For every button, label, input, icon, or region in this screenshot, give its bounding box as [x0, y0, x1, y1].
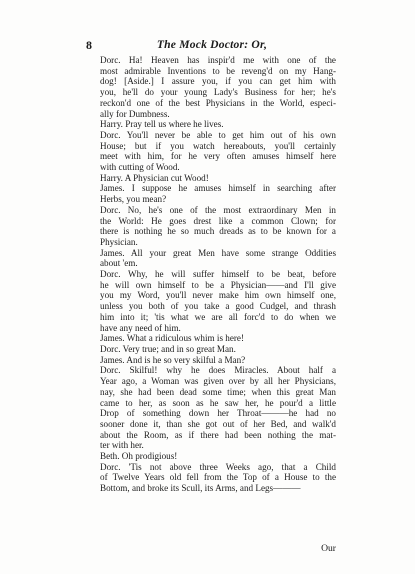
paragraph [88, 365, 336, 451]
text-line: Drop of something down her Throat———he had no [100, 408, 336, 419]
paragraph [88, 462, 336, 494]
text-line: nay, she had been dead some time; when this great Man [100, 386, 336, 397]
paragraph [88, 355, 336, 366]
paragraph [88, 173, 336, 184]
text-line: Dorc. Ha! Heaven has inspir'd me with one of the [100, 55, 336, 65]
text-line: Herbs, you mean? [100, 194, 167, 205]
paragraph [88, 55, 336, 119]
text-line: reckon'd one of the best Physicians in the World, especi- [100, 97, 336, 108]
text-line: ter with her. [100, 440, 144, 451]
text-line: Year ago, a Woman was given over by all her Physicians, [100, 376, 336, 387]
paragraph [88, 344, 336, 355]
text-line: Harry. Pray tell us where he lives. [100, 119, 224, 130]
text-line: Physician. [100, 236, 138, 247]
running-head: The Mock Doctor: Or, [156, 38, 268, 51]
text-line: have any need of him. [100, 322, 181, 333]
text-line: James. All your great Men have some strange Oddities [100, 247, 336, 258]
text-line: came to her, as soon as he saw her, he pour'd a little [100, 397, 336, 408]
paragraph [88, 451, 336, 462]
paragraph [88, 119, 336, 130]
text-line: Bottom, and broke its Scull, its Arms, and Legs——— [100, 483, 301, 494]
text-line: Dorc. No, he's one of the most extraordinary Men in [100, 204, 336, 215]
paragraph [88, 333, 336, 344]
text-line: about 'em. [100, 258, 138, 269]
text-line: meet with him, for he very often amuses himself here [100, 151, 336, 162]
body-text [88, 55, 336, 494]
text-line: the World: He goes drest like a common Clown; for [100, 215, 336, 226]
page-header [86, 38, 338, 52]
text-line: Dorc. Skilful! why he does Miracles. About half a [100, 365, 336, 376]
text-line: Beth. Oh prodigious! [100, 451, 178, 462]
catchword: Our [321, 543, 336, 554]
text-line: Dorc. Very true; and in so great Man. [100, 343, 236, 354]
text-line: with cutting of Wood. [100, 162, 180, 173]
paragraph [88, 205, 336, 248]
text-line: Harry. A Physician cut Wood! [100, 172, 209, 183]
text-line: James. What a ridiculous whim is here! [100, 333, 245, 344]
text-line: unless you both of you take a good Cudgel, and thrash [100, 301, 336, 312]
text-line: most admirable Inventions to be reveng'd on my Hang- [100, 65, 336, 76]
paragraph [88, 183, 336, 204]
text-line: James. I suppose he amuses himself in searching after [100, 183, 336, 194]
text-line: he will own himself to be a Physician——and I'll give [100, 279, 336, 290]
text-line: James. And is he so very skilful a Man? [100, 354, 246, 365]
text-line: Dorc. Why, he will suffer himself to be beat, before [100, 269, 336, 280]
text-line: him into it; 'tis what we are all forc'd to do when we [100, 311, 336, 322]
paragraph [88, 248, 336, 269]
paragraph [88, 269, 336, 333]
text-line: Dorc. 'Tis not above three Weeks ago, that a Child [100, 461, 336, 472]
paragraph [88, 130, 336, 173]
text-line: there is nothing he so much dreads as to be known for a [100, 226, 336, 237]
text-line: Dorc. You'll never be able to get him out of his own [100, 129, 336, 140]
page-number: 8 [86, 38, 92, 52]
text-line: House; but if you watch hereabouts, you'll certainly [100, 140, 336, 151]
text-line: about the Room, as if there had been nothing the mat- [100, 429, 336, 440]
text-line: ally for Dumbness. [100, 108, 170, 119]
text-line: dog! [Aside.] I assure you, if you can get him with [100, 76, 336, 87]
text-line: of Twelve Years old fell from the Top of a House to the [100, 472, 336, 483]
text-line: you, he'll do your young Lady's Business for her; he's [100, 87, 336, 98]
text-line: you my Word, you'll never make him own himself one, [100, 290, 336, 301]
text-line: sooner done it, than she got out of her Bed, and walk'd [100, 418, 336, 429]
